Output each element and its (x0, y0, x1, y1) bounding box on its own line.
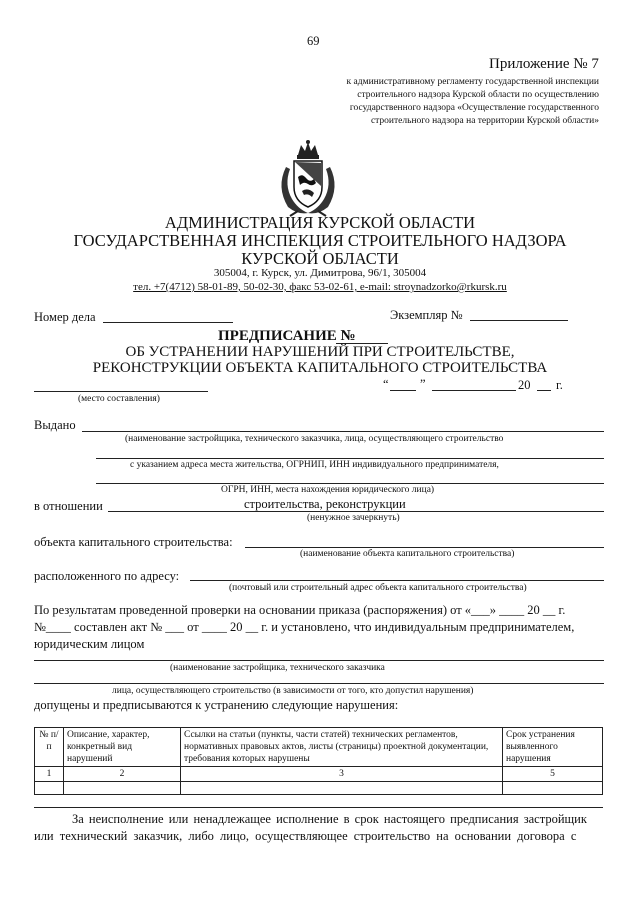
regarding-value: строительства, реконструкции (244, 497, 406, 511)
inspection-line4: допущены и предписываются к устранению следующие нарушения: (34, 698, 399, 712)
location-label: расположенного по адресу: (34, 569, 180, 583)
appendix-line: к административному регламенту государственной инспекции (346, 77, 599, 87)
table-cell[interactable] (503, 782, 603, 795)
object-label: объекта капитального строительства: (34, 535, 233, 549)
org-address: 305004, г. Курск, ул. Димитрова, 96/1, 305004 (213, 267, 427, 279)
table-cell[interactable] (35, 782, 64, 795)
inspection-caption1: (наименование застройщика, технического заказчика (170, 663, 385, 673)
table-cell: 1 (35, 767, 64, 782)
place-field[interactable] (34, 391, 208, 392)
table-cell: 5 (503, 767, 603, 782)
date-quote-close: ” (420, 377, 426, 391)
footer-line1: За неисполнение или ненадлежащее исполнение в срок настоящего предписания застройщик (72, 812, 587, 826)
date-day-field[interactable] (390, 390, 416, 391)
location-address-field[interactable] (190, 580, 604, 581)
title-line3: РЕКОНСТРУКЦИИ ОБЪЕКТА КАПИТАЛЬНОГО СТРОИТЕЛЬСТВА (92, 360, 548, 376)
org-contacts: тел. +7(4712) 58-01-89, 50-02-30, факс 53-02-61, e-mail: stroynadzorko@rkursk.ru (133, 281, 507, 293)
org-name-line1: АДМИНИСТРАЦИЯ КУРСКОЙ ОБЛАСТИ (164, 213, 476, 232)
coat-of-arms-icon (268, 137, 348, 217)
object-name-field[interactable] (245, 547, 604, 548)
appendix-line: строительного надзора Курской области по осуществлению (357, 90, 599, 100)
page-number: 69 (307, 34, 320, 48)
issued-field-3[interactable] (96, 483, 604, 484)
regarding-label: в отношении (34, 499, 103, 513)
date-quote-open: “ (383, 377, 389, 391)
object-caption: (наименование объекта капитального строительства) (300, 549, 515, 559)
copy-number-field[interactable] (470, 320, 568, 321)
inspection-caption2: лица, осуществляющего строительство (в зависимости от того, кто допустил нарушения) (112, 686, 474, 696)
copy-number-label: Экземпляр № (390, 308, 463, 322)
table-header-number: № п/п (35, 728, 64, 767)
issued-label: Выдано (34, 418, 76, 432)
date-year-suffix: г. (556, 378, 563, 392)
issued-caption3: ОГРН, ИНН, места нахождения юридического лица) (221, 485, 435, 495)
table-numbers-row (35, 767, 603, 782)
regarding-caption: (ненужное зачеркнуть) (307, 513, 400, 523)
case-number-label: Номер дела (34, 310, 96, 324)
table-cell: 2 (64, 767, 181, 782)
case-number-field[interactable] (103, 322, 233, 323)
place-caption: (место составления) (78, 394, 160, 404)
inspection-line2: №____ составлен акт № ___ от ____ 20 __ г. и установлено, что индивидуальным предпринимателем, (34, 620, 575, 634)
table-header-deadline: Срок устранения выявленного нарушения (503, 728, 603, 767)
date-year-field[interactable] (537, 390, 551, 391)
org-name-line2: ГОСУДАРСТВЕННАЯ ИНСПЕКЦИЯ СТРОИТЕЛЬНОГО НАДЗОРА (73, 231, 567, 250)
issued-caption2: с указанием адреса места жительства, ОГРНИП, ИНН индивидуального предпринимателя, (130, 460, 499, 470)
appendix-title: Приложение № 7 (489, 56, 599, 72)
appendix-text (305, 76, 599, 128)
inspection-line1: По результатам проведенной проверки на основании приказа (распоряжения) от «___» ____ 20 __ г. (34, 603, 566, 617)
separator-line (34, 807, 603, 808)
table-cell: 3 (181, 767, 503, 782)
issued-caption1: (наименование застройщика, технического заказчика, лица, осуществляющего строительство (125, 434, 504, 444)
violations-table (34, 727, 603, 795)
table-header-description: Описание, характер, конкретный вид нарушений (64, 728, 181, 767)
issued-field-2[interactable] (96, 458, 604, 459)
inspection-line3: юридическим лицом (34, 637, 145, 651)
table-header-references: Ссылки на статьи (пункты, части статей) технических регламентов, нормативных правовых актов, листы (страницы) проектной документации, требования которых нарушены (181, 728, 503, 767)
appendix-line: государственного надзора «Осуществление государственного (349, 103, 599, 113)
date-month-field[interactable] (432, 390, 516, 391)
footer-line2: или технический заказчик, либо лицо, осуществляющее строительство на основании договора с (34, 829, 577, 843)
offender-name-field[interactable] (34, 660, 604, 661)
table-row[interactable] (35, 782, 603, 795)
issued-field[interactable] (82, 431, 604, 432)
title-line2: ОБ УСТРАНЕНИИ НАРУШЕНИЙ ПРИ СТРОИТЕЛЬСТВЕ, (125, 344, 515, 360)
table-cell[interactable] (64, 782, 181, 795)
table-cell[interactable] (181, 782, 503, 795)
appendix-line: строительного надзора на территории Курской области» (370, 116, 599, 126)
org-name-line3: КУРСКОЙ ОБЛАСТИ (241, 249, 399, 268)
offender-name-field-2[interactable] (34, 683, 604, 684)
table-header-row (35, 728, 603, 767)
location-caption: (почтовый или строительный адрес объекта капитального строительства) (229, 583, 527, 593)
date-year: 20 (518, 378, 531, 392)
title-prescription: ПРЕДПИСАНИЕ № (218, 328, 356, 344)
